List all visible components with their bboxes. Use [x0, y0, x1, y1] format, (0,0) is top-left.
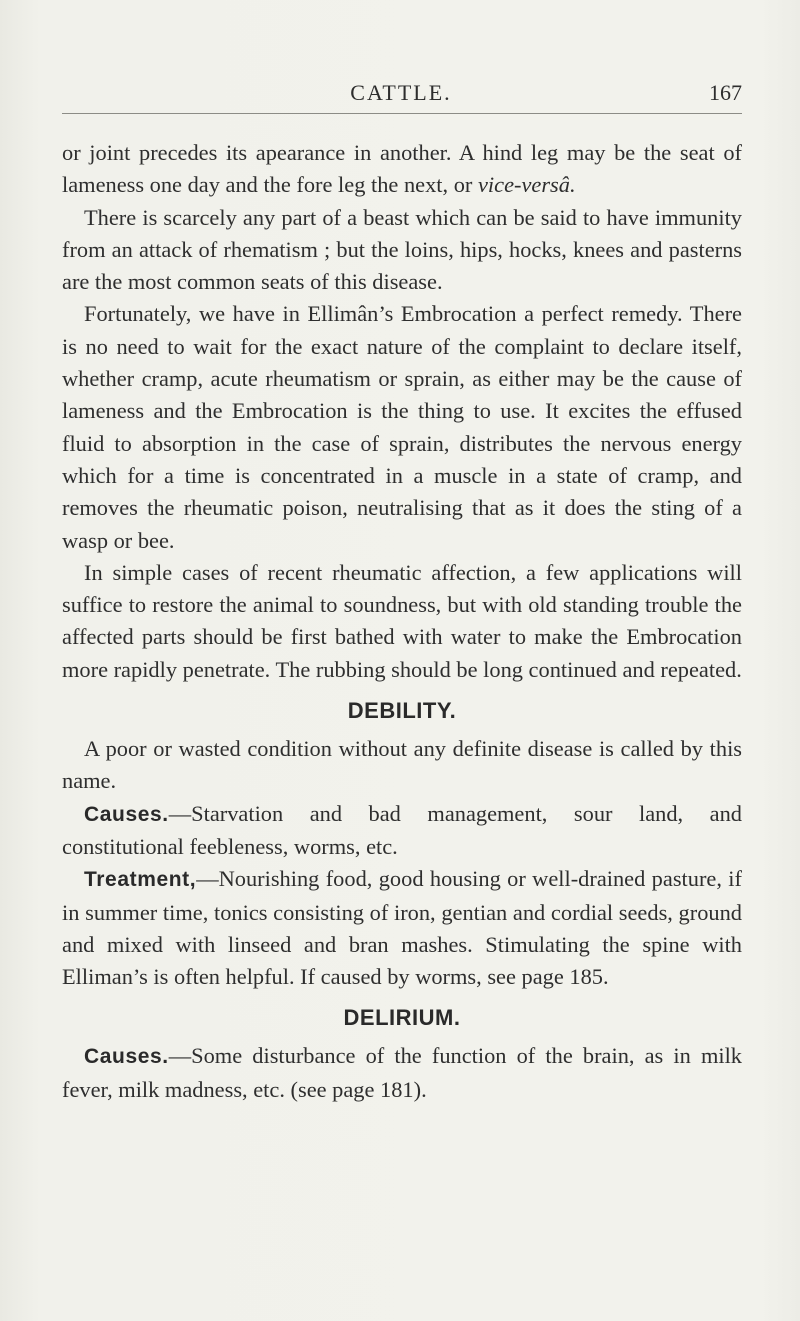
runin-label-treatment: Treatment,	[84, 868, 197, 892]
paragraph-text: —Some disturbance of the function of the brain, as in milk fever, milk madness, etc. (see page 181).	[62, 1043, 742, 1102]
running-head	[60, 80, 742, 112]
paragraph-text: —Nourishing food, good housing or well-drained pasture, if in summer time, tonics consisting of iron, gentian and cordial seeds, ground and mixed with linseed and bran mashes. Stimulating the spine with Elliman’s is often helpful. If caused by worms, see page 185.	[62, 866, 742, 990]
runin-label-causes: Causes.	[84, 1045, 169, 1069]
runin-label-causes: Causes.	[84, 802, 169, 826]
paragraph-text: or joint precedes its apearance in another. A hind leg may be the seat of lameness one day and the fore leg the next, or	[62, 140, 742, 198]
paragraph-text: —Starvation and bad management, sour land, and constitutional feebleness, worms, etc.	[62, 800, 742, 859]
page-number: 167	[709, 80, 742, 105]
italic-phrase: vice-versâ.	[477, 172, 576, 198]
paragraph-debility-causes	[62, 798, 742, 864]
paragraph-rheumatism-seats: There is scarcely any part of a beast which can be said to have immunity from an attack of rhematism ; but the loins, hips, hocks, knees and pasterns are the most common seats of this disease.	[62, 204, 742, 295]
paragraph-debility-treatment	[62, 863, 742, 993]
header-rule	[62, 113, 742, 114]
section-heading-debility: DEBILITY.	[347, 698, 457, 724]
paragraph-continued	[62, 137, 742, 202]
paragraph-simple-cases: In simple cases of recent rheumatic affection, a few applications will suffice to restore the animal to soundness, but with old standing trouble the affected parts should be first bathed with water to make the Embrocation more rapidly penetrate. The rubbing should be long continued and repeated.	[62, 559, 742, 682]
paragraph-debility-definition: A poor or wasted condition without any definite disease is called by this name.	[62, 736, 742, 794]
running-title: CATTLE.	[350, 80, 452, 105]
paragraph-delirium-causes	[62, 1040, 742, 1106]
body-text	[62, 137, 742, 1106]
section-heading-delirium: DELIRIUM.	[343, 1005, 461, 1031]
paragraph-embrocation-remedy: Fortunately, we have in Ellimân’s Embrocation a perfect remedy. There is no need to wait for the exact nature of the complaint to declare itself, whether cramp, acute rheumatism or sprain, as either may be the cause of lameness and the Embrocation is the thing to use. It excites the effused fluid to absorption in the case of sprain, distributes the nervous energy which for a time is concentrated in a muscle in a state of cramp, and removes the rheumatic poison, neutralising that as it does the sting of a wasp or bee.	[62, 301, 742, 553]
